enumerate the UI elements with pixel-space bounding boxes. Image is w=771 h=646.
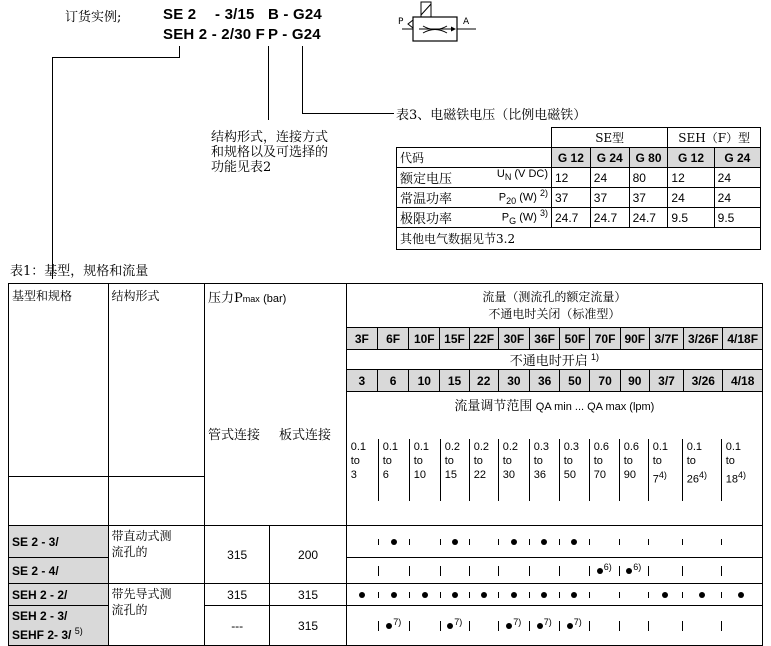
open-code: 6 bbox=[377, 370, 408, 392]
range-text: 15 bbox=[444, 468, 457, 481]
row-unit: (W) bbox=[519, 191, 537, 204]
closed-code: 90F bbox=[620, 328, 649, 350]
mark-cell bbox=[682, 539, 721, 545]
range-text: to bbox=[623, 454, 633, 467]
table3-code: G 12 bbox=[552, 148, 591, 168]
table3-value: 24.7 bbox=[629, 208, 668, 228]
range-cell bbox=[440, 439, 469, 501]
header-struct: 结构形式 bbox=[108, 284, 205, 477]
mark-note: 7) bbox=[513, 616, 522, 627]
closed-code: 70F bbox=[590, 328, 620, 350]
availability-dot-icon bbox=[511, 592, 517, 598]
mark-note: 7) bbox=[393, 616, 402, 627]
range-cell bbox=[409, 439, 440, 501]
availability-dot-icon bbox=[511, 539, 517, 545]
table3-group-se: SE型 bbox=[552, 128, 668, 148]
spacer-cell bbox=[205, 477, 347, 526]
structure-note-line: 和规格以及可选择的 bbox=[211, 145, 329, 160]
open-code: 4/18 bbox=[723, 370, 763, 392]
struct-pilot-line: 带先导式测 bbox=[111, 587, 172, 601]
row-symbol-sub: 20 bbox=[506, 195, 517, 206]
order-code-line2-b: P - G24 bbox=[268, 26, 321, 43]
table3-caption: 表3、电磁铁电压（比例电磁铁） bbox=[396, 108, 587, 123]
mark-cell bbox=[469, 592, 498, 598]
spacer-cell bbox=[108, 477, 205, 526]
row-label: 额定电压 bbox=[400, 172, 453, 187]
table3-group-seh: SEH（F）型 bbox=[668, 128, 761, 148]
table3 bbox=[396, 127, 761, 250]
range-text: to bbox=[533, 454, 543, 467]
mark-cell bbox=[347, 539, 378, 545]
mark-cell bbox=[378, 592, 409, 598]
range-text: 0.2 bbox=[444, 440, 461, 453]
order-code-line1-a: SE 2 bbox=[163, 6, 197, 23]
plate-cell: 315 bbox=[270, 584, 346, 606]
mark-cell bbox=[619, 539, 648, 545]
table3-empty-cell bbox=[397, 128, 552, 148]
header-flow-title2: 不通电时关闭（标准型） bbox=[488, 306, 621, 321]
type-note: 5) bbox=[74, 625, 83, 636]
mark-note: 7) bbox=[543, 616, 552, 627]
open-code: 70 bbox=[590, 370, 620, 392]
availability-dot-icon bbox=[541, 539, 547, 545]
type-cell: SEH 2 - 2/ bbox=[9, 584, 109, 606]
structure-note-line: 功能见表2 bbox=[211, 160, 272, 175]
mark-cell bbox=[440, 566, 469, 576]
table3-value: 24.7 bbox=[552, 208, 591, 228]
availability-dot-icon bbox=[571, 592, 577, 598]
row-symbol-sub: G bbox=[509, 215, 517, 226]
range-text: 0.1 bbox=[413, 440, 430, 453]
range-text: to bbox=[686, 454, 696, 467]
closed-code: 4/18F bbox=[723, 328, 763, 350]
range-cell bbox=[648, 439, 682, 501]
table3-code: G 12 bbox=[668, 148, 714, 168]
range-text: 50 bbox=[563, 468, 576, 481]
order-code-line1-b: - 3/15 bbox=[215, 6, 255, 23]
open-code: 10 bbox=[409, 370, 440, 392]
availability-dot-icon bbox=[447, 623, 453, 629]
range-text: to bbox=[444, 454, 454, 467]
mark-cell bbox=[409, 592, 440, 598]
mark-note: 6) bbox=[633, 561, 642, 572]
mark-cell bbox=[648, 539, 682, 545]
mark-cell bbox=[721, 539, 760, 545]
leader-line bbox=[268, 46, 269, 120]
plate-cell: 200 bbox=[270, 526, 346, 584]
table-row bbox=[9, 526, 763, 558]
range-text: 90 bbox=[623, 468, 636, 481]
range-cell bbox=[559, 439, 589, 501]
range-text: to bbox=[502, 454, 512, 467]
open-code: 90 bbox=[620, 370, 649, 392]
valve-symbol-icon bbox=[396, 0, 492, 46]
table3-value: 80 bbox=[629, 168, 668, 188]
range-text: 0.1 bbox=[382, 440, 399, 453]
mark-cell bbox=[721, 592, 760, 598]
range-text: 7$^{4)}$ bbox=[652, 469, 667, 486]
availability-dot-icon bbox=[597, 568, 603, 574]
table3-value: 24 bbox=[714, 188, 760, 208]
table3-value: 37 bbox=[552, 188, 591, 208]
table3-value: 24 bbox=[714, 168, 760, 188]
availability-dot-icon bbox=[626, 568, 632, 574]
range-note: 4) bbox=[658, 469, 667, 480]
row-note: 3) bbox=[539, 208, 548, 218]
struct-direct-line: 带直动式测 bbox=[111, 529, 172, 543]
range-text: 18$^{4)}$ bbox=[725, 469, 747, 486]
header-type: 基型和规格 bbox=[9, 284, 109, 477]
closed-code: 15F bbox=[440, 328, 469, 350]
type-cell: SE 2 - 3/ bbox=[9, 526, 109, 558]
availability-dot-icon bbox=[662, 592, 668, 598]
spacer-cell bbox=[9, 477, 109, 526]
range-text: to bbox=[563, 454, 573, 467]
marks-row-seh2-3 bbox=[346, 606, 762, 646]
table3-value: 12 bbox=[668, 168, 714, 188]
closed-code: 22F bbox=[469, 328, 498, 350]
table3-row bbox=[397, 168, 761, 188]
row-symbol-sub: N bbox=[504, 172, 512, 183]
open-code: 50 bbox=[560, 370, 590, 392]
range-label: 流量调节范围 bbox=[454, 399, 533, 414]
mark-cell bbox=[469, 566, 498, 576]
table3-value: 24 bbox=[590, 168, 629, 188]
range-cell bbox=[469, 439, 498, 501]
marks-row-se2-4 bbox=[346, 558, 762, 584]
mark-cell bbox=[378, 566, 409, 576]
open-code: 30 bbox=[498, 370, 529, 392]
open-code: 3 bbox=[346, 370, 377, 392]
range-row bbox=[9, 477, 763, 526]
mark-cell bbox=[378, 616, 409, 631]
mark-cell bbox=[589, 561, 619, 576]
range-text: 0.3 bbox=[533, 440, 550, 453]
availability-dot-icon bbox=[738, 592, 744, 598]
mark-cell bbox=[559, 539, 589, 545]
range-text: 0.2 bbox=[502, 440, 519, 453]
range-text: 3 bbox=[350, 468, 357, 481]
mark-cell bbox=[378, 539, 409, 545]
table3-value: 24 bbox=[668, 188, 714, 208]
mark-cell bbox=[682, 592, 721, 598]
table3-code-label: 代码 bbox=[397, 148, 552, 168]
range-text: 0.1 bbox=[686, 440, 703, 453]
range-cell bbox=[682, 439, 721, 501]
mark-cell bbox=[440, 592, 469, 598]
mark-cell bbox=[347, 621, 378, 631]
pressure-sub: max bbox=[242, 294, 260, 304]
mark-cell bbox=[498, 592, 529, 598]
range-text: to bbox=[413, 454, 423, 467]
range-text: 22 bbox=[473, 468, 486, 481]
header-flow-title1: 流量（测流孔的额定流量） bbox=[482, 289, 627, 304]
table3-footer: 其他电气数据见节3.2 bbox=[397, 228, 761, 250]
open-code: 3/7 bbox=[649, 370, 683, 392]
type-cell: SE 2 - 4/ bbox=[9, 558, 109, 584]
mark-cell bbox=[682, 621, 721, 631]
row-label: 极限功率 bbox=[400, 212, 453, 227]
table1 bbox=[8, 283, 763, 646]
range-cell bbox=[529, 439, 559, 501]
range-text: 6 bbox=[382, 468, 389, 481]
range-text: 0.6 bbox=[593, 440, 610, 453]
availability-dot-icon bbox=[422, 592, 428, 598]
mark-cell bbox=[648, 566, 682, 576]
pipe-cell: 315 bbox=[205, 584, 270, 606]
range-text: 36 bbox=[533, 468, 546, 481]
availability-dot-icon bbox=[481, 592, 487, 598]
range-text: 0.1 bbox=[652, 440, 669, 453]
port-a-label: A bbox=[463, 17, 470, 27]
open-code: 15 bbox=[440, 370, 469, 392]
range-cell bbox=[347, 439, 378, 501]
mark-note: 6) bbox=[603, 561, 612, 572]
table3-code: G 80 bbox=[629, 148, 668, 168]
table3-row bbox=[397, 208, 761, 228]
header-open-note: 1) bbox=[591, 352, 600, 362]
open-code: 3/26 bbox=[684, 370, 723, 392]
availability-dot-icon bbox=[359, 592, 365, 598]
row-symbol: U bbox=[496, 168, 505, 180]
pipe-cell: --- bbox=[205, 606, 270, 646]
marks-row-seh2-2 bbox=[346, 584, 762, 606]
table3-value: 12 bbox=[552, 168, 591, 188]
port-p-label: P bbox=[398, 17, 404, 27]
order-example-label: 订货实例; bbox=[65, 10, 122, 25]
mark-cell bbox=[469, 539, 498, 545]
mark-cell bbox=[440, 616, 469, 631]
header-flow bbox=[346, 284, 762, 328]
range-text: to bbox=[382, 454, 392, 467]
closed-code: 10F bbox=[409, 328, 440, 350]
header-plate: 板式连接 bbox=[279, 428, 332, 443]
struct-direct bbox=[108, 526, 205, 584]
mark-cell bbox=[559, 566, 589, 576]
row-note: 2) bbox=[539, 188, 548, 198]
open-code: 36 bbox=[530, 370, 560, 392]
struct-pilot-line: 流孔的 bbox=[111, 603, 148, 617]
range-text: to bbox=[473, 454, 483, 467]
range-text: 10 bbox=[413, 468, 426, 481]
table3-code: G 24 bbox=[590, 148, 629, 168]
header-pipe: 管式连接 bbox=[208, 428, 261, 443]
mark-cell bbox=[529, 592, 559, 598]
pipe-cell: 315 bbox=[205, 526, 270, 584]
type-cell bbox=[9, 606, 109, 646]
pressure-label: 压力P bbox=[208, 291, 243, 306]
availability-dot-icon bbox=[452, 592, 458, 598]
leader-line bbox=[302, 113, 394, 114]
mark-cell bbox=[721, 621, 760, 631]
mark-note: 7) bbox=[573, 616, 582, 627]
closed-code: 3/26F bbox=[684, 328, 723, 350]
closed-code: 30F bbox=[498, 328, 529, 350]
mark-cell bbox=[347, 566, 378, 576]
struct-direct-line: 流孔的 bbox=[111, 545, 148, 559]
mark-cell bbox=[498, 616, 529, 631]
closed-code: 6F bbox=[377, 328, 408, 350]
range-note: 4) bbox=[738, 469, 747, 480]
availability-dot-icon bbox=[567, 623, 573, 629]
availability-dot-icon bbox=[571, 539, 577, 545]
row-symbol: P bbox=[498, 191, 507, 204]
availability-dot-icon bbox=[386, 623, 392, 629]
mark-cell bbox=[409, 621, 440, 631]
mark-cell bbox=[721, 566, 760, 576]
mark-cell bbox=[619, 592, 648, 598]
mark-cell bbox=[529, 616, 559, 631]
range-units: QA min ... QA max (lpm) bbox=[535, 401, 655, 413]
mark-cell bbox=[619, 621, 648, 631]
ranges-container bbox=[346, 440, 762, 526]
plate-cell: 315 bbox=[270, 606, 346, 646]
struct-pilot bbox=[108, 584, 205, 646]
availability-dot-icon bbox=[541, 592, 547, 598]
mark-cell bbox=[589, 621, 619, 631]
order-code-line1-c: B - G24 bbox=[268, 6, 322, 23]
mark-cell bbox=[498, 566, 529, 576]
mark-cell bbox=[440, 539, 469, 545]
leader-line bbox=[52, 57, 53, 279]
range-cell bbox=[619, 439, 648, 501]
mark-cell bbox=[347, 592, 378, 598]
row-label: 常温功率 bbox=[400, 192, 453, 207]
range-text: 0.2 bbox=[473, 440, 490, 453]
row-unit: (V DC) bbox=[514, 168, 548, 180]
table3-value: 9.5 bbox=[668, 208, 714, 228]
availability-dot-icon bbox=[391, 592, 397, 598]
table-row bbox=[9, 584, 763, 606]
range-text: 0.1 bbox=[350, 440, 367, 453]
mark-cell bbox=[619, 561, 648, 576]
availability-dot-icon bbox=[506, 623, 512, 629]
closed-code: 36F bbox=[530, 328, 560, 350]
type-line: SEHF 2- 3/ bbox=[12, 627, 72, 642]
order-code-line2-a: SEH 2 - 2/30 F bbox=[163, 26, 266, 43]
mark-cell bbox=[498, 539, 529, 545]
table3-value: 9.5 bbox=[714, 208, 760, 228]
availability-dot-icon bbox=[699, 592, 705, 598]
range-text: to bbox=[350, 454, 360, 467]
type-line: SEH 2 - 3/ bbox=[12, 608, 68, 623]
range-text: 26$^{4)}$ bbox=[686, 469, 708, 486]
range-text: 0.3 bbox=[563, 440, 580, 453]
mark-cell bbox=[589, 592, 619, 598]
range-text: to bbox=[652, 454, 662, 467]
mark-cell bbox=[409, 566, 440, 576]
mark-cell bbox=[559, 592, 589, 598]
open-code: 22 bbox=[469, 370, 498, 392]
range-cell bbox=[589, 439, 619, 501]
row-symbol: P bbox=[501, 211, 510, 224]
range-text: to bbox=[593, 454, 603, 467]
mark-cell bbox=[648, 621, 682, 631]
mark-cell bbox=[529, 539, 559, 545]
range-cell bbox=[498, 439, 529, 501]
range-text: 0.6 bbox=[623, 440, 640, 453]
closed-code: 3/7F bbox=[649, 328, 683, 350]
mark-cell bbox=[529, 566, 559, 576]
leader-line bbox=[302, 46, 303, 114]
availability-dot-icon bbox=[452, 539, 458, 545]
mark-cell bbox=[682, 566, 721, 576]
table1-caption: 表1：基型，规格和流量 bbox=[10, 264, 149, 279]
ranges-grid bbox=[347, 439, 762, 501]
table3-value: 24.7 bbox=[590, 208, 629, 228]
range-cell bbox=[721, 439, 760, 501]
table3-value: 37 bbox=[590, 188, 629, 208]
table3-row bbox=[397, 188, 761, 208]
range-text: 0.1 bbox=[725, 440, 742, 453]
header-open-label: 不通电时开启 bbox=[509, 354, 588, 369]
range-text: 30 bbox=[502, 468, 515, 481]
closed-code: 3F bbox=[346, 328, 377, 350]
range-text: 70 bbox=[593, 468, 606, 481]
mark-cell bbox=[409, 539, 440, 545]
mark-cell bbox=[589, 539, 619, 545]
mark-cell bbox=[559, 616, 589, 631]
header-open bbox=[346, 350, 762, 370]
mark-cell bbox=[469, 621, 498, 631]
closed-code: 50F bbox=[560, 328, 590, 350]
marks-row-se2-3 bbox=[346, 526, 762, 558]
pressure-unit: (bar) bbox=[263, 293, 287, 305]
leader-line bbox=[52, 57, 180, 58]
availability-dot-icon bbox=[537, 623, 543, 629]
row-unit: (W) bbox=[519, 211, 537, 224]
header-pressure bbox=[205, 284, 347, 477]
table3-value: 37 bbox=[629, 188, 668, 208]
mark-cell bbox=[648, 592, 682, 598]
range-text: to bbox=[725, 454, 735, 467]
mark-note: 7) bbox=[454, 616, 463, 627]
range-cell bbox=[378, 439, 409, 501]
table3-code: G 24 bbox=[714, 148, 760, 168]
range-note: 4) bbox=[699, 469, 708, 480]
availability-dot-icon bbox=[391, 539, 397, 545]
structure-note-line: 结构形式，连接方式 bbox=[211, 130, 329, 145]
